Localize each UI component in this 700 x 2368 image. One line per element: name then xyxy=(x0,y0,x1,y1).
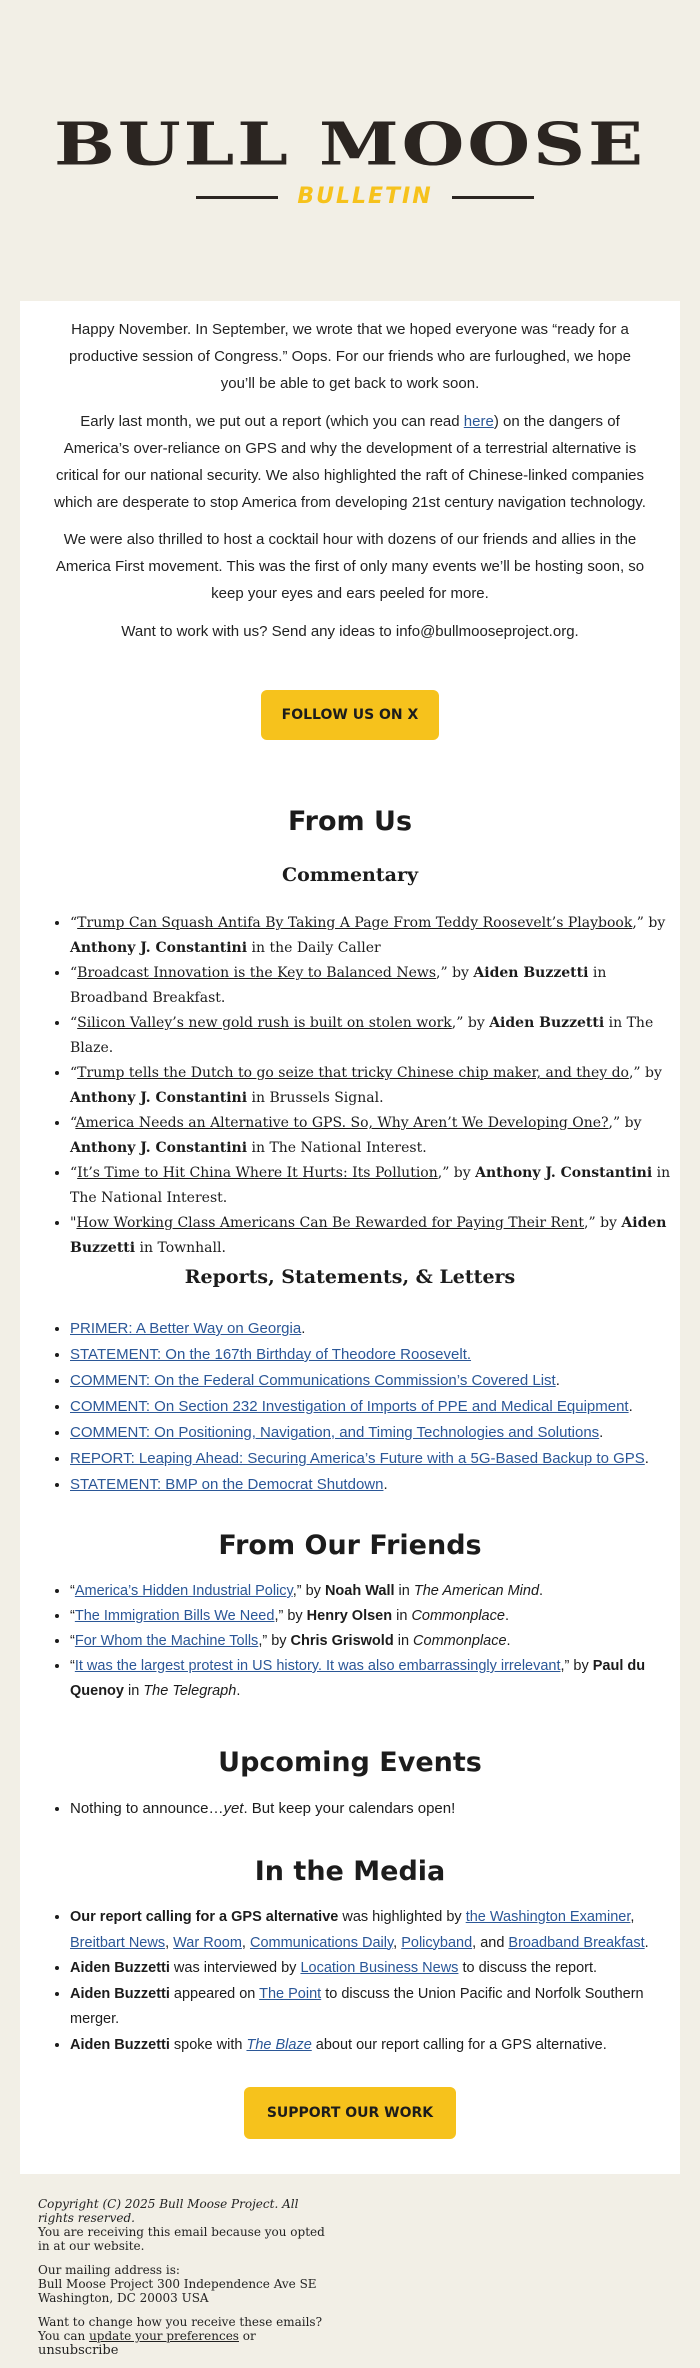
intro-paragraph-3: We were also thrilled to host a cocktail hour with dozens of our friends and allies in the America First movement. This was the first of only many events we’ll be hosting soon, so keep your eyes and ears peeled for more. xyxy=(55,531,645,602)
logo-rule-right xyxy=(452,196,534,199)
list-item: • “Silicon Valley’s new gold rush is built on stolen work,” by Aiden Buzzetti in The Blaze. xyxy=(70,1011,680,1061)
events-emphasis: yet xyxy=(223,1800,244,1817)
copyright: Copyright (C) 2025 Bull Moose Project. All rights reserved. xyxy=(38,2197,299,2225)
intro-p2-text-a: Early last month, we put out a report (which you can read xyxy=(80,413,464,430)
author-name: Henry Olsen xyxy=(306,1608,393,1624)
media-link[interactable]: Communications Daily xyxy=(249,1934,394,1951)
list-item: • REPORT: Leaping Ahead: Securing America’s Future with a 5G-Based Backup to GPS. xyxy=(70,1446,680,1472)
list-item: • COMMENT: On the Federal Communications Commission’s Covered List. xyxy=(70,1368,680,1394)
outlet-name: Commonplace xyxy=(411,1608,505,1624)
author-name: Aiden Buzzetti xyxy=(70,1215,667,1256)
reports-list xyxy=(40,1316,680,1498)
footer-block xyxy=(38,2197,338,2253)
list-item: • “Broadcast Innovation is the Key to Balanced News,” by Aiden Buzzetti in Broadband Breakfast. xyxy=(70,961,680,1011)
commentary-link[interactable]: Silicon Valley’s new gold rush is built on stolen work xyxy=(77,1015,452,1031)
logo-title: BULL MOOSE xyxy=(54,108,646,179)
media-list xyxy=(40,1905,680,2058)
list-item xyxy=(70,1342,680,1368)
media-link[interactable]: Breitbart News xyxy=(70,1934,166,1951)
list-item: • “Trump Can Squash Antifa By Taking A Page From Teddy Roosevelt’s Playbook,” by Anthony J. Constantini in the Daily Caller xyxy=(70,911,680,961)
report-link[interactable]: STATEMENT: BMP on the Democrat Shutdown xyxy=(70,1476,384,1493)
events-list xyxy=(40,1796,680,1822)
intro-paragraph-2 xyxy=(50,408,650,516)
author-name: Aiden Buzzetti xyxy=(489,1015,605,1031)
report-link[interactable]: REPORT: Leaping Ahead: Securing America’s Future with a 5G-Based Backup to GPS xyxy=(70,1450,645,1467)
list-item: • STATEMENT: BMP on the Democrat Shutdown. xyxy=(70,1472,680,1498)
unsubscribe-link[interactable]: unsubscribe xyxy=(38,2343,119,2358)
commentary-link[interactable]: Trump Can Squash Antifa By Taking A Page From Teddy Roosevelt’s Playbook xyxy=(77,915,633,931)
list-item: • “It’s Time to Hit China Where It Hurts: Its Pollution,” by Anthony J. Constantini in The National Interest. xyxy=(70,1161,680,1211)
list-item: • Our report calling for a GPS alternative was highlighted by the Washington Examiner, Breitbart News, War Room, Communications Daily, Policyband, and Broadband Breakfast. xyxy=(70,1905,680,1956)
list-item: • “It was the largest protest in US history. It was also embarrassingly irrelevant,” by Paul du Quenoy in The Telegraph. xyxy=(70,1654,680,1704)
intro-p2-text-b: ) on the dangers of America’s over-reliance on GPS and why the development of a terrestrial alternative is critical for our national security. We also highlighted the raft of Chinese-linked companies which are desperate to stop America from developing 21st century navigation technology. xyxy=(54,413,646,511)
report-link[interactable]: COMMENT: On Section 232 Investigation of Imports of PPE and Medical Equipment xyxy=(70,1398,629,1415)
reports-heading: Reports, Statements, & Letters xyxy=(184,1266,516,1288)
media-link[interactable]: Location Business News xyxy=(300,1960,459,1976)
address-label: Our mailing address is: xyxy=(38,2263,180,2277)
list-item: • “Trump tells the Dutch to go seize that tricky Chinese chip maker, and they do,” by Anthony J. Constantini in Brussels Signal. xyxy=(70,1061,680,1111)
intro-paragraph-4: Want to work with us? Send any ideas to info@bullmooseproject.org. xyxy=(121,623,579,640)
report-link[interactable]: COMMENT: On the Federal Communications Commission’s Covered List xyxy=(70,1372,556,1389)
address-line-2: Washington, DC 20003 USA xyxy=(38,2291,209,2305)
commentary-link[interactable]: It’s Time to Hit China Where It Hurts: Its Pollution xyxy=(77,1165,438,1181)
author-name: Anthony J. Constantini xyxy=(70,1140,248,1156)
commentary-list xyxy=(40,911,680,1261)
media-bold: Aiden Buzzetti xyxy=(70,2036,170,2053)
list-item: • “America’s Hidden Industrial Policy,” by Noah Wall in The American Mind. xyxy=(70,1579,680,1604)
list-item: • Aiden Buzzetti spoke with The Blaze about our report calling for a GPS alternative. xyxy=(70,2033,680,2059)
logo-subtitle: BULLETIN xyxy=(297,184,433,209)
in-the-media-heading: In the Media xyxy=(254,1856,446,1887)
list-item: • COMMENT: On Positioning, Navigation, and Timing Technologies and Solutions. xyxy=(70,1420,680,1446)
update-preferences-link[interactable]: update your preferences xyxy=(89,2329,239,2343)
commentary-link[interactable]: How Working Class Americans Can Be Rewarded for Paying Their Rent xyxy=(76,1215,585,1231)
outlet-name: The American Mind xyxy=(413,1583,540,1599)
address-line-1: Bull Moose Project 300 Independence Ave SE xyxy=(38,2277,317,2291)
support-our-work-button[interactable]: SUPPORT OUR WORK xyxy=(244,2087,456,2139)
friend-article-link[interactable]: It was the largest protest in US history. It was also embarrassingly irrelevant xyxy=(74,1658,561,1674)
optin-text: You are receiving this email because you opted in at our website. xyxy=(38,2225,325,2253)
list-item: • Aiden Buzzetti appeared on The Point to discuss the Union Pacific and Norfolk Southern merger. xyxy=(70,1982,680,2033)
author-name: Noah Wall xyxy=(324,1583,395,1599)
list-item: • “For Whom the Machine Tolls,” by Chris Griswold in Commonplace. xyxy=(70,1629,680,1654)
media-link[interactable]: the Washington Examiner xyxy=(465,1909,631,1925)
friend-article-link[interactable]: America’s Hidden Industrial Policy xyxy=(74,1583,293,1599)
media-link[interactable]: War Room xyxy=(173,1934,242,1951)
from-our-friends-heading: From Our Friends xyxy=(218,1530,482,1561)
commentary-link[interactable]: America Needs an Alternative to GPS. So, Why Aren’t We Developing One? xyxy=(75,1115,609,1131)
author-name: Anthony J. Constantini xyxy=(70,940,248,956)
list-item: • Nothing to announce…yet. But keep your calendars open! xyxy=(70,1796,680,1822)
logo-subtitle-group xyxy=(196,185,534,209)
friend-article-link[interactable]: For Whom the Machine Tolls xyxy=(74,1633,259,1649)
content-card xyxy=(20,301,680,2174)
list-item: • PRIMER: A Better Way on Georgia. xyxy=(70,1316,680,1342)
author-name: Paul du Quenoy xyxy=(70,1658,646,1699)
media-link[interactable]: Policyband xyxy=(401,1934,473,1951)
media-bold: Aiden Buzzetti xyxy=(70,1960,170,1976)
outlet-name: The Telegraph xyxy=(143,1683,237,1699)
intro-paragraph-1: Happy November. In September, we wrote that we hoped everyone was “ready for a productive session of Congress.” Oops. For our friends who are furloughed, we hope you’ll be able to get back to work soon. xyxy=(69,321,631,392)
list-item: • “The Immigration Bills We Need,” by Henry Olsen in Commonplace. xyxy=(70,1604,680,1629)
media-bold: Aiden Buzzetti xyxy=(70,1985,170,2002)
follow-us-on-x-button[interactable]: FOLLOW US ON X xyxy=(261,690,439,740)
footer-prefs-block xyxy=(38,2315,338,2358)
media-link[interactable]: Broadband Breakfast xyxy=(508,1934,645,1951)
upcoming-events-heading: Upcoming Events xyxy=(218,1747,482,1778)
media-bold: Our report calling for a GPS alternative xyxy=(70,1909,339,1925)
from-us-heading: From Us xyxy=(287,806,413,837)
report-link[interactable]: STATEMENT: On the 167th Birthday of Theodore Roosevelt. xyxy=(70,1346,472,1363)
friend-article-link[interactable]: The Immigration Bills We Need xyxy=(74,1608,275,1624)
list-item: • "How Working Class Americans Can Be Rewarded for Paying Their Rent,” by Aiden Buzzetti in Townhall. xyxy=(70,1211,680,1261)
author-name: Anthony J. Constantini xyxy=(475,1165,653,1181)
commentary-link[interactable]: Broadcast Innovation is the Key to Balanced News xyxy=(77,965,437,981)
report-link[interactable]: COMMENT: On Positioning, Navigation, and Timing Technologies and Solutions xyxy=(70,1424,600,1441)
change-text: Want to change how you receive these emails? xyxy=(38,2315,323,2329)
media-link[interactable]: The Point xyxy=(259,1985,322,2002)
email-header xyxy=(0,0,700,301)
footer-address-block xyxy=(38,2263,338,2305)
list-item: • “America Needs an Alternative to GPS. So, Why Aren’t We Developing One?,” by Anthony J. Constantini in The National Interest. xyxy=(70,1111,680,1161)
author-name: Anthony J. Constantini xyxy=(70,1090,248,1106)
media-link[interactable]: The Blaze xyxy=(246,2036,312,2053)
author-name: Chris Griswold xyxy=(290,1633,394,1649)
list-item: • Aiden Buzzetti was interviewed by Location Business News to discuss the report. xyxy=(70,1956,680,1982)
report-link[interactable]: PRIMER: A Better Way on Georgia xyxy=(70,1320,302,1337)
report-here-link[interactable]: here xyxy=(463,413,494,430)
email-footer xyxy=(38,2197,338,2368)
list-item: • COMMENT: On Section 232 Investigation of Imports of PPE and Medical Equipment. xyxy=(70,1394,680,1420)
author-name: Aiden Buzzetti xyxy=(473,965,589,981)
prefs-line: You can update your preferences or unsubscribe xyxy=(38,2329,256,2358)
outlet-name: Commonplace xyxy=(413,1633,507,1649)
commentary-link[interactable]: Trump tells the Dutch to go seize that tricky Chinese chip maker, and they do xyxy=(77,1065,629,1081)
friends-list xyxy=(40,1579,680,1704)
commentary-heading: Commentary xyxy=(281,864,419,886)
